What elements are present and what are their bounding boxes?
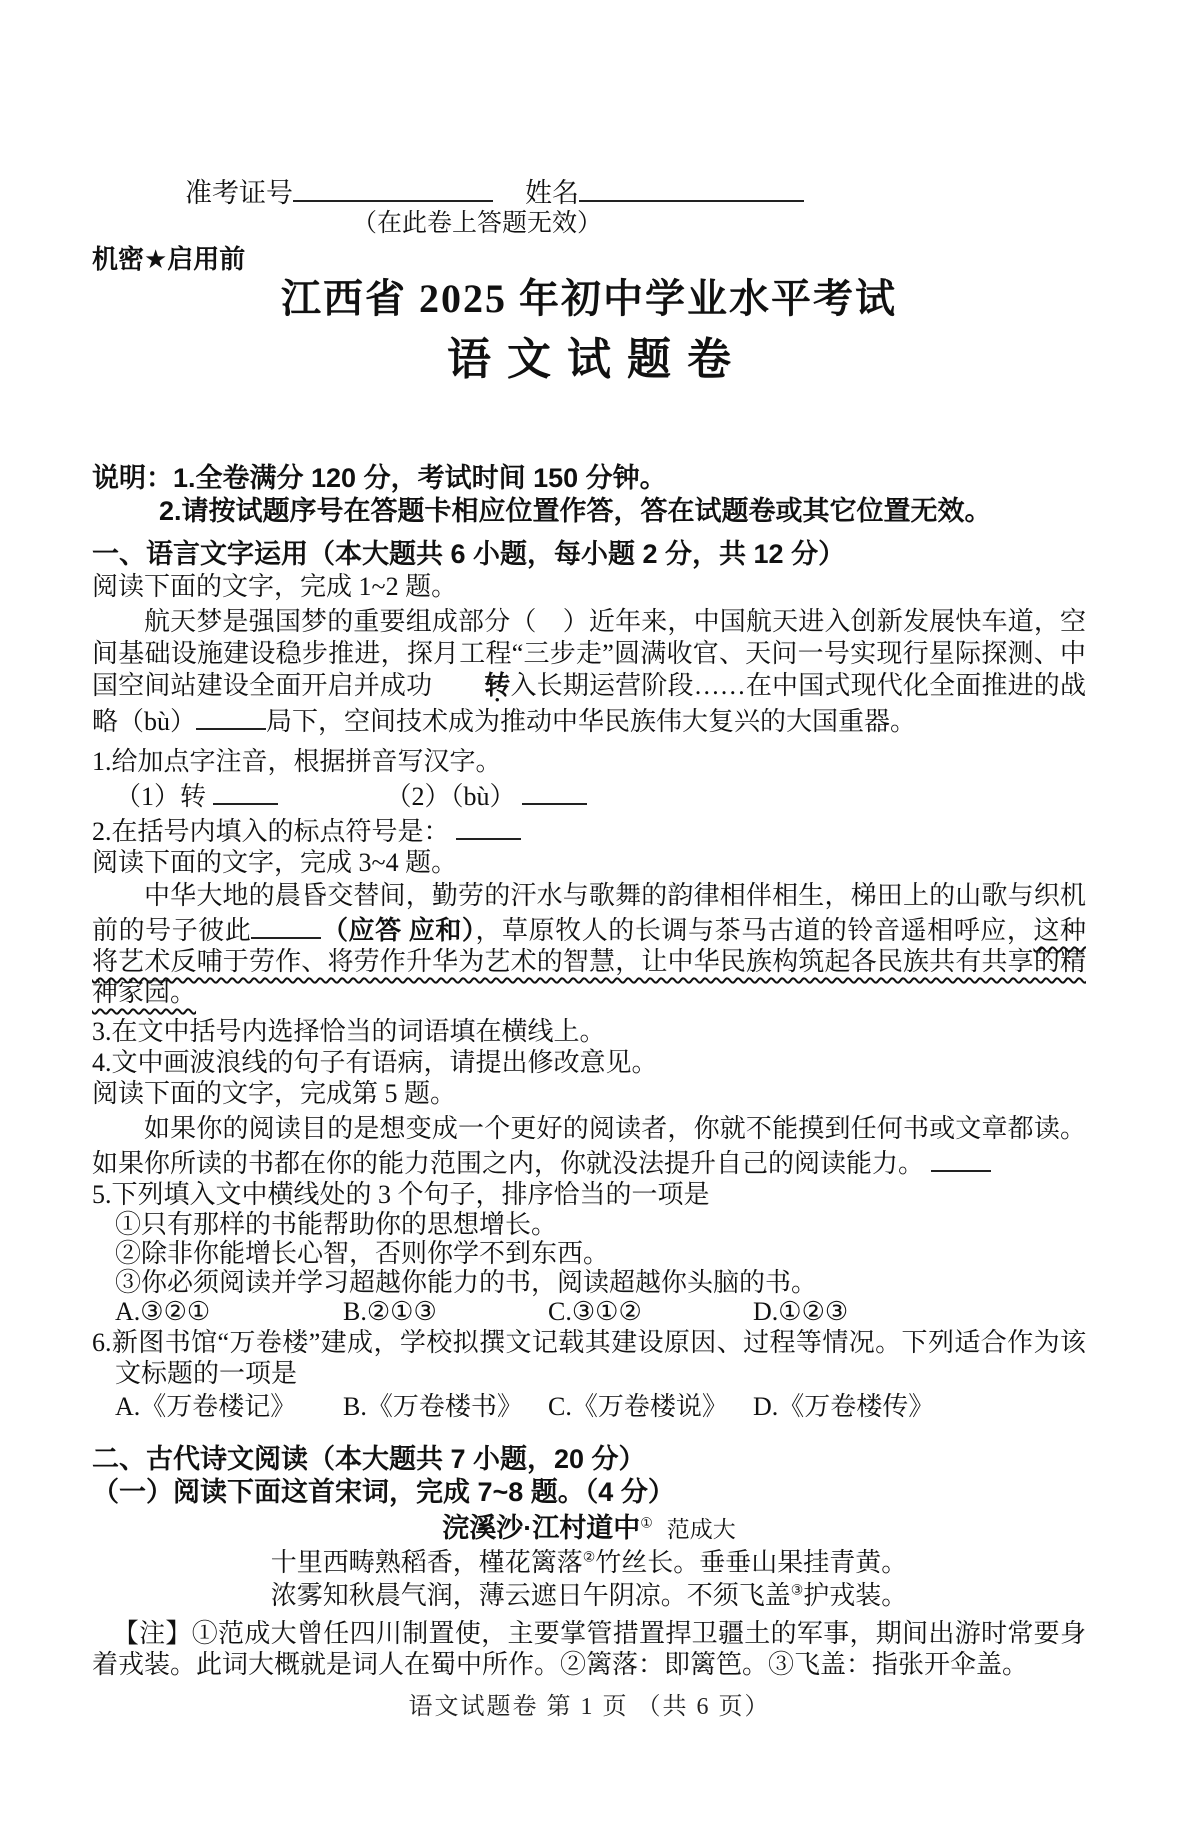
poem-text: 浓雾知秋晨气润，薄云遮日午阴凉。不须飞盖 [270,1581,791,1610]
fill-blank-line [931,1144,991,1172]
poem-line-1 [92,1546,1086,1579]
poem-text: 护戎装。 [803,1581,908,1610]
instruction-line-2: 2.请按试题序号在答题卡相应位置作答，答在试题卷或其它位置无效。 [159,496,992,526]
paper-subject-title: 语文试题卷 [447,335,747,384]
option-a: A.《万卷楼记》 [115,1392,297,1421]
question-4: 4.文中画波浪线的句子有语病，请提出修改意见。 [92,1048,658,1077]
exam-no-blank-line [293,173,493,202]
question-3: 3.在文中括号内选择恰当的词语填在横线上。 [92,1017,606,1046]
question-2 [92,812,1086,847]
question-2-text: 2.在括号内填入的标点符号是： [92,817,450,846]
passage-heritage [92,880,1086,1008]
candidate-info-row [185,173,1086,208]
section1-heading: 一、语言文字运用（本大题共 6 小题，每小题 2 分，共 12 分） [92,539,846,569]
poem-author: 范成大 [666,1517,736,1542]
answer-blank-line [522,777,587,805]
poem-title-line [92,1512,1086,1546]
passage-text: 如果你的阅读目的是想变成一个更好的阅读者，你就不能摸到任何书或文章都读。如果你所读的书都在你的能力范围之内，你就没法提升自己的阅读能力。 [92,1114,1086,1178]
confidential-label: 机密★启用前 [92,244,246,274]
section2-heading: 二、古代诗文阅读（本大题共 7 小题，20 分） [92,1444,646,1474]
poem-annotations: 【注】①范成大曾任四川制置使，主要掌管措置捍卫疆土的军事，期间出游时常要身着戎装。此词大概就是词人在蜀中所作。②篱落：即篱笆。③飞盖：指张开伞盖。 [92,1619,1086,1679]
passage-text: 中华大地的晨昏交替间，勤劳的汗水与歌舞的韵律相伴相生，梯田上的山歌与织机前的号子彼此 [92,881,1086,945]
passage-aerospace [92,606,1086,738]
name-label: 姓名 [525,178,579,208]
exam-title: 江西省 2025 年初中学业水平考试 [281,276,897,321]
passage-reading [92,1113,1086,1179]
option-b: B.《万卷楼书》 [343,1392,523,1421]
question-6-options [92,1392,1086,1422]
sentence-item-3: ③你必须阅读并学习超越你能力的书，阅读超越你头脑的书。 [115,1268,818,1297]
fill-blank-line [251,911,321,939]
poem-note-ref-2: ② [582,1550,596,1566]
q1-sub2-label: （2）（bù） [385,782,516,811]
poem-title: 浣溪沙·江村道中 [442,1513,641,1543]
passage-text: ，草原牧人的长调与茶马古道的铃音遥相呼应， [475,916,1034,945]
sentence-item-2: ②除非你能增长心智，否则你学不到东西。 [115,1239,610,1268]
option-c: C.《万卷楼说》 [548,1392,728,1421]
reading-intro-2: 阅读下面的文字，完成 3~4 题。 [92,848,458,877]
section2-subheading: （一）阅读下面这首宋词，完成 7~8 题。（4 分） [92,1477,675,1507]
page-footer: 语文试题卷 第 1 页 （共 6 页） [408,1694,771,1720]
poem-note-ref-1: ① [640,1516,653,1532]
option-b: B.②①③ [343,1297,437,1326]
exam-no-label: 准考证号 [185,178,293,208]
question-6: 6.新图书馆“万卷楼”建成，学校拟撰文记载其建设原因、过程等情况。下列适合作为该文标题的一项是 [92,1328,1086,1388]
option-d: D.《万卷楼传》 [753,1392,935,1421]
passage-text: 航天梦是强国梦的重要组成部分（ ）近年来，中国航天进入创新发展快车道，空间基础设施建设稳步推进，探月工程“三步走”圆满收官、天问一号实现行星际探测、中国空间站建设全面开启并成功 [92,607,1086,700]
invalid-answer-notice: （在此卷上答题无效） [351,210,602,237]
question-1-subparts [92,777,1086,812]
sentence-item-1: ①只有那样的书能帮助你的思想增长。 [115,1210,558,1239]
poem-note-ref-3: ③ [790,1583,804,1599]
name-blank-line [579,173,804,202]
passage-text: 入长期运营阶段……在中国式现代化全面推进的战略（bù） [92,671,1086,736]
wavy-underlined-sentence: 这种将艺术反哺于劳作、将劳作升华为艺术的智慧，让中华民族构筑起各民族共有共享的精神家园。 [92,916,1086,1007]
poem-text: 十里西畴熟稻香，槿花篱落 [270,1548,583,1577]
option-d: D.①②③ [753,1297,849,1326]
instruction-line-1: 说明：1.全卷满分 120 分，考试时间 150 分钟。 [92,463,667,493]
question-5-options [92,1297,1086,1327]
reading-intro-3: 阅读下面的文字，完成第 5 题。 [92,1079,457,1108]
answer-blank-line [213,777,278,805]
reading-intro-1: 阅读下面的文字，完成 1~2 题。 [92,572,458,601]
word-choice: （应答 应和） [321,916,476,945]
dotted-character: 转 [484,671,511,700]
question-1: 1.给加点字注音，根据拼音写汉字。 [92,747,502,776]
question-5: 5.下列填入文中横线处的 3 个句子，排序恰当的一项是 [92,1180,710,1209]
fill-blank-line [196,702,266,730]
poem-line-2 [92,1579,1086,1612]
passage-text: 局下，空间技术成为推动中华民族伟大复兴的大国重器。 [266,707,917,736]
option-a: A.③②① [115,1297,211,1326]
poem-text: 竹丝长。垂垂山果挂青黄。 [595,1548,908,1577]
q1-sub1-label: （1）转 [115,782,207,811]
question-5-sentences [92,1210,1086,1297]
answer-blank-line [456,812,521,840]
option-c: C.③①② [548,1297,642,1326]
